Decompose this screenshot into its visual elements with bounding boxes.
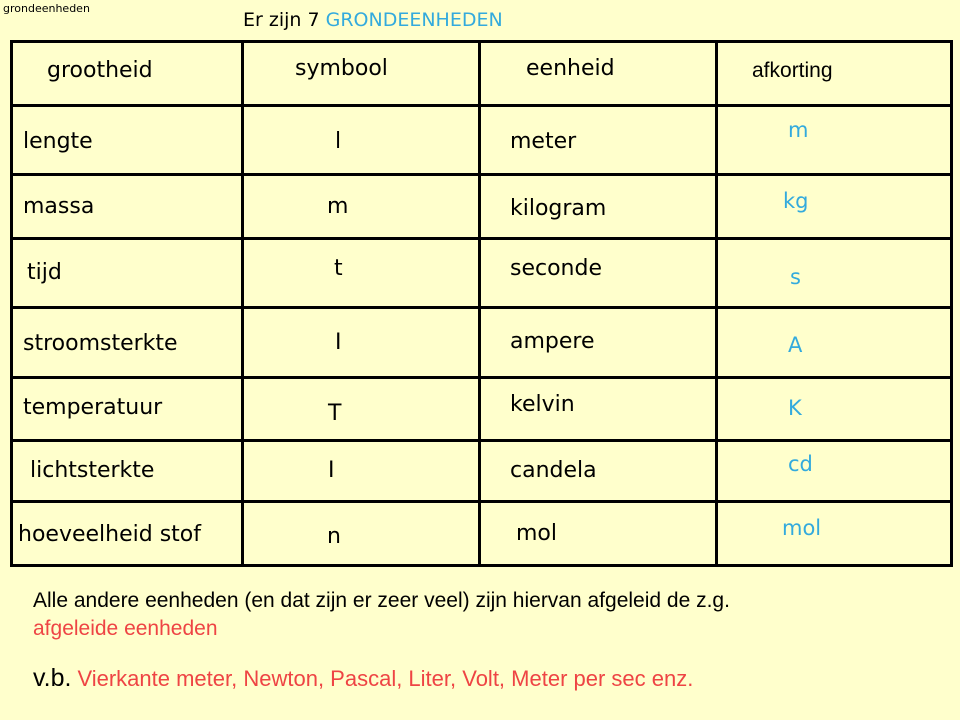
table-rule [478,40,481,567]
footer-highlight: afgeleide eenheden [33,617,218,640]
table-rule [10,40,13,567]
cell-grootheid: stroomsterkte [23,331,178,356]
cell-eenheid: kelvin [510,392,575,417]
table-rule [10,40,953,43]
cell-grootheid: tijd [27,260,62,285]
table-rule [715,40,718,567]
footer-text [33,587,933,643]
cell-eenheid: seconde [510,256,602,281]
cell-afkorting: kg [783,189,809,213]
example-list: Vierkante meter, Newton, Pascal, Liter, Volt, Meter per sec enz. [77,666,694,691]
table-rule [950,40,953,567]
header-afkorting: afkorting [752,59,833,82]
cell-afkorting: K [788,396,802,420]
title-highlight: GRONDEENHEDEN [325,9,503,31]
table-rule [10,376,953,379]
cell-eenheid: mol [516,521,558,546]
cell-grootheid: lengte [23,129,93,154]
cell-grootheid: lichtsterkte [30,458,155,483]
cell-grootheid: hoeveelheid stof [18,522,201,547]
cell-symbool: I [328,458,335,483]
cell-afkorting: m [788,118,809,142]
cell-afkorting: s [790,265,801,289]
cell-symbool: l [335,129,342,154]
title-prefix: Er zijn 7 [243,9,326,31]
cell-symbool: t [334,256,343,281]
page-title [243,9,503,31]
cell-symbool: n [327,524,341,549]
cell-symbool: m [327,194,349,219]
table-rule [10,237,953,240]
corner-label: grondeenheden [3,2,90,15]
cell-eenheid: candela [510,458,597,483]
table-rule [10,439,953,442]
cell-afkorting: cd [788,452,813,476]
table-rule [10,173,953,176]
table-rule [241,40,244,567]
footer-sentence: Alle andere eenheden (en dat zijn er zeer veel) zijn hiervan afgeleid de z.g. [33,589,730,612]
header-grootheid: grootheid [47,58,153,83]
table-rule [10,500,953,503]
cell-grootheid: massa [23,194,95,219]
header-symbool: symbool [295,56,388,81]
cell-afkorting: mol [782,516,822,540]
header-eenheid: eenheid [526,56,615,81]
cell-grootheid: temperatuur [23,395,163,420]
cell-afkorting: A [788,333,803,357]
table-rule [10,564,953,567]
cell-symbool: I [335,330,342,355]
cell-eenheid: kilogram [510,196,607,221]
example-line [33,664,693,693]
table-rule [10,306,953,309]
cell-eenheid: ampere [510,329,595,354]
example-prefix: v.b. [33,664,72,692]
cell-symbool: T [328,401,342,426]
cell-eenheid: meter [510,129,577,154]
table-rule [10,104,953,107]
